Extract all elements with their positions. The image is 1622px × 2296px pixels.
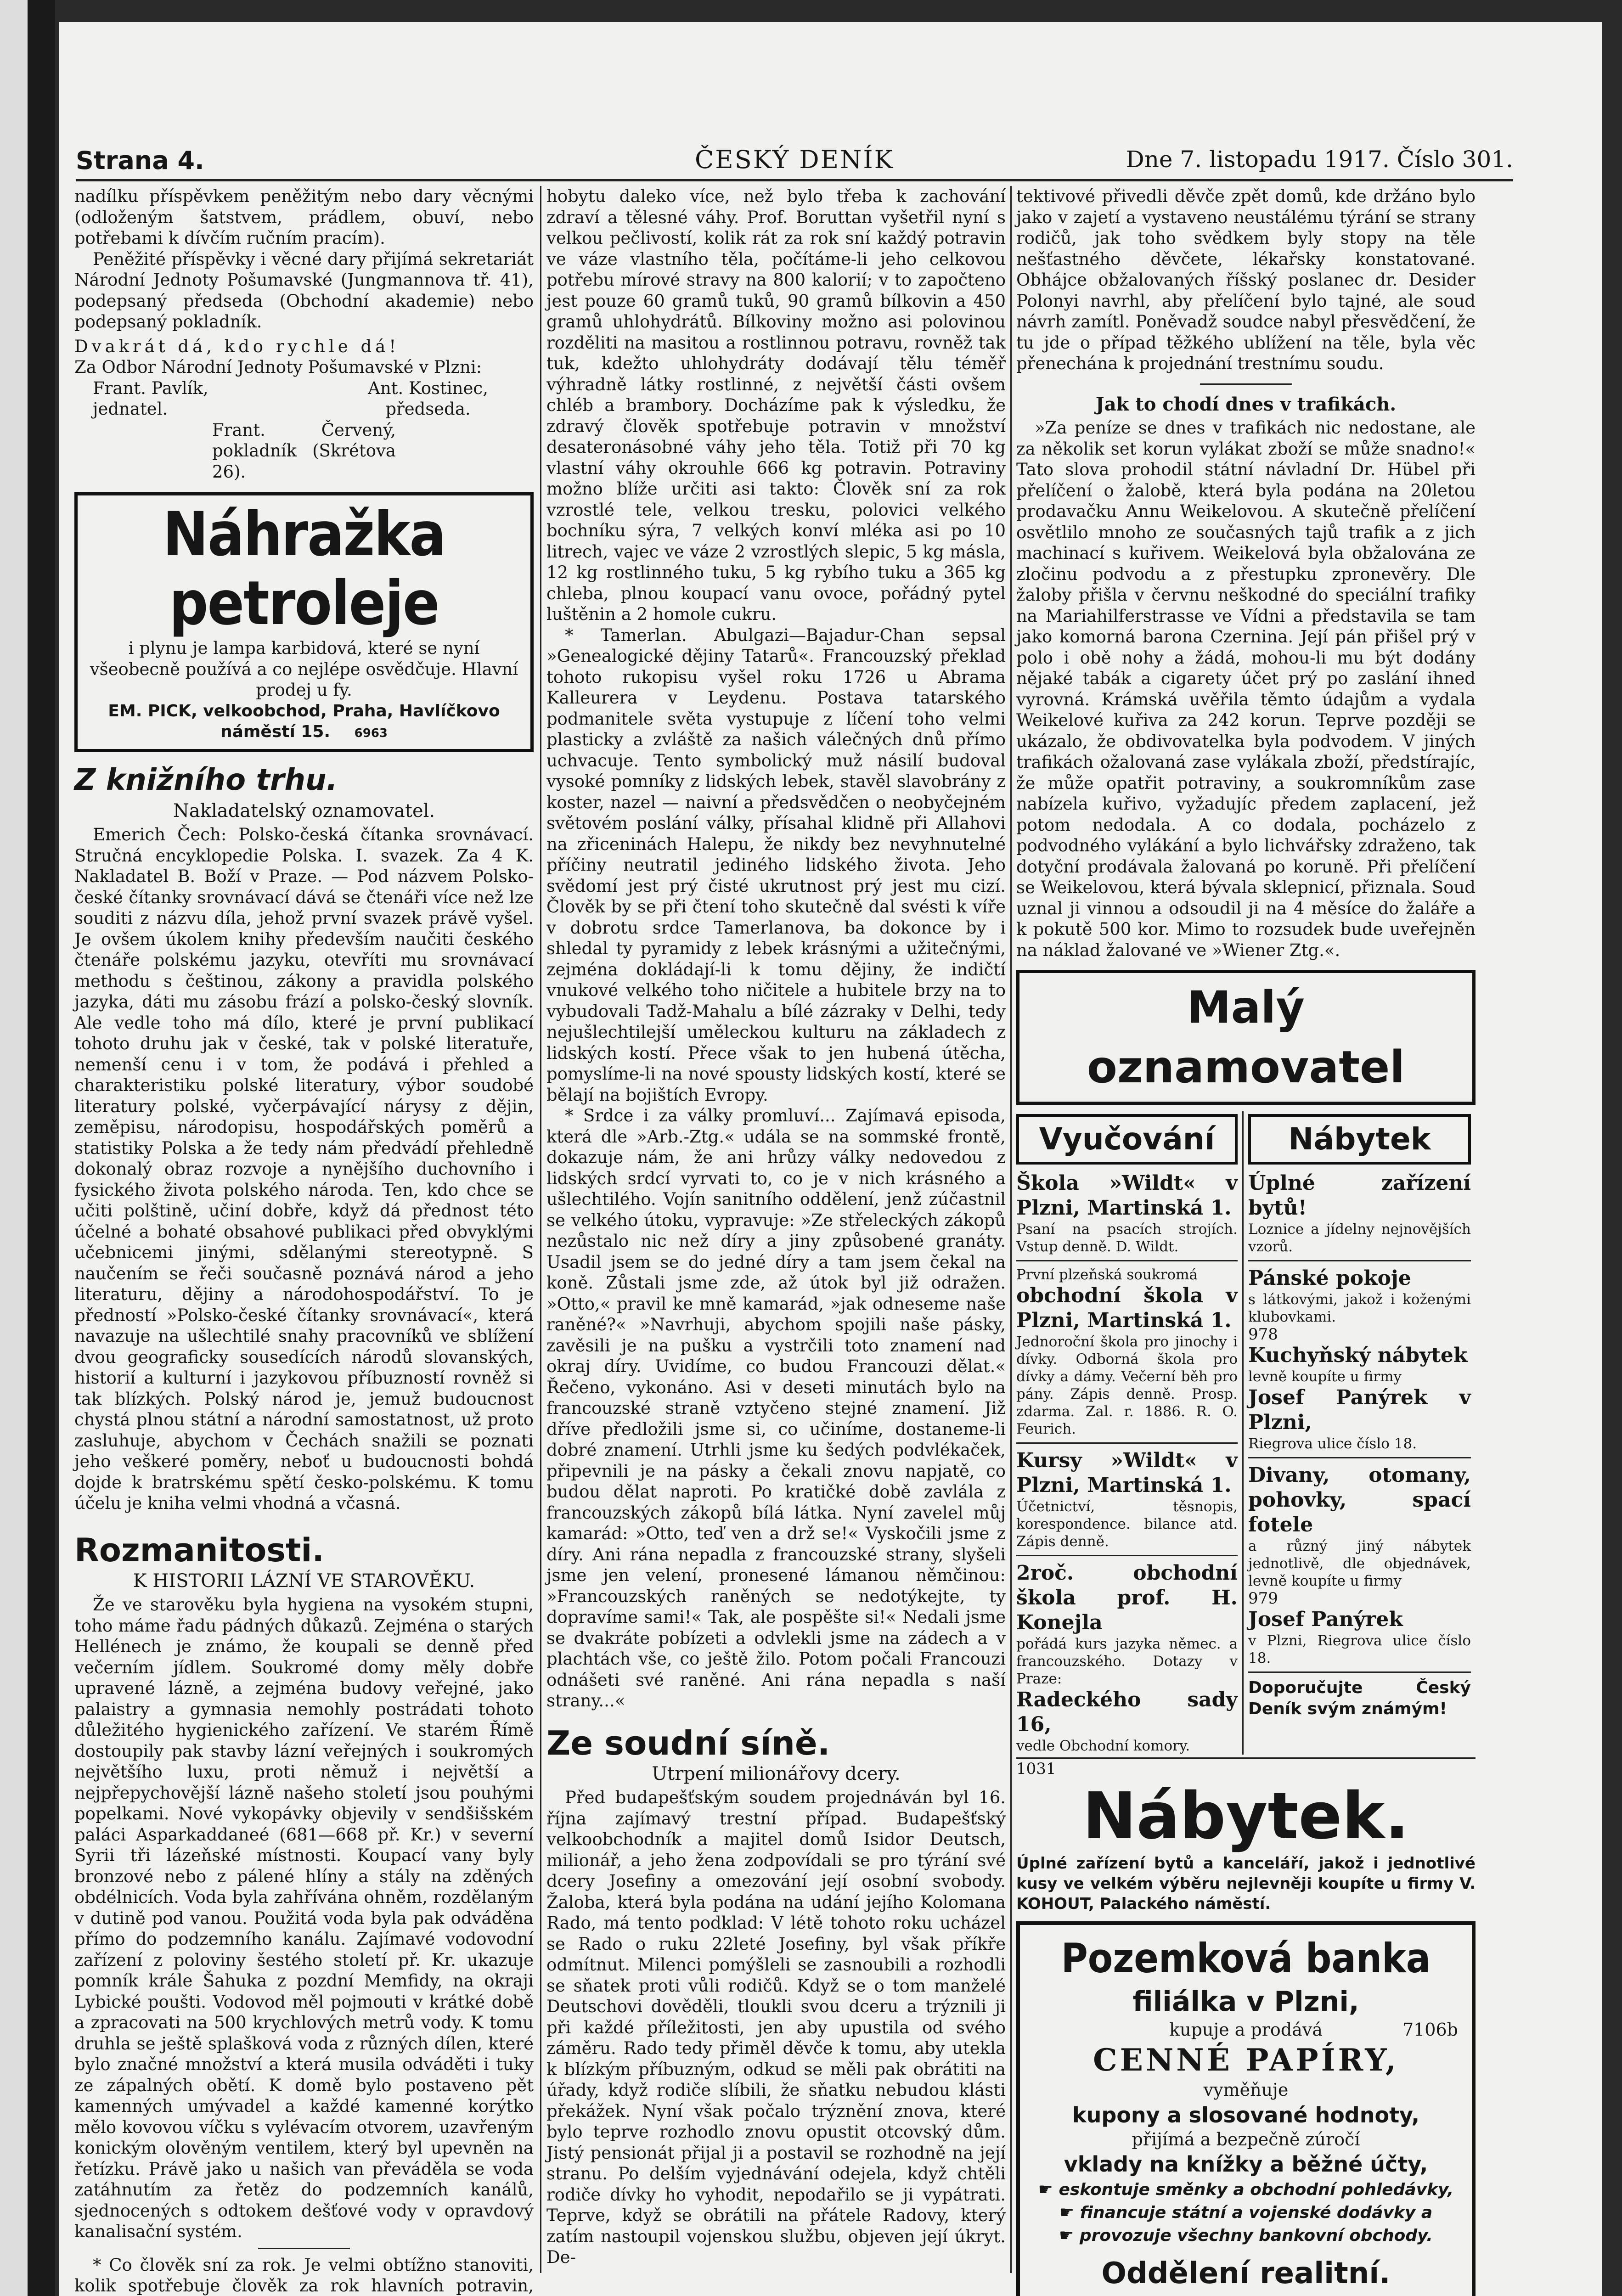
- bank-service-item: [1025, 2201, 1467, 2224]
- ad-text: Jednoroční škola pro jinochy i dívky. Odborná škola pro dívky a dámy. Večerní běh pro pány. Zápis denně. Prosp. zdarma. Zal. r. 1886. R. O. Feurich.: [1016, 1334, 1238, 1437]
- scan-gutter: [28, 0, 55, 2296]
- column-2: [546, 186, 1006, 2273]
- column-rule-2: [1010, 186, 1012, 2273]
- ad-number: 1031: [1016, 1757, 1476, 1780]
- paragraph: * Srdce i za války promluví... Zajímavá episoda, která dle »Arb.-Ztg.« udála se na sommské frontě, dokazuje nám, že ani hrůzy války nedovedou z lidských srdcí vyrvati to, co je v nich krásného a ušlechtilého. Vojín sanitního oddělení, jenž zúčastnil se velkého útoku, vypravuje: »Ze střeleckých zákopů nezůstalo nic než díry a jiny způsobené granáty. Usadil jsem se do jedné díry a tam jsem čekal na koně. Zůstali jsme zde, až útok byl již odražen. »Otto,« pravil ke mně kamarád, »jak odneseme naše raněné?« »Navrhuji, abychom spojili naše pásky, zavěsili je na pušku a vystrčili toto znamení nad okraj díry. Uvidíme, co budou Francouzi dělat.« Řečeno, vykonáno. Asi v deseti minutách bylo na francouzské straně vztyčeno stejné znamení. Již dříve předložili jsme si, co učiníme, dostaneme-li dobré znamení. Utrhli jsme ku šedých podvlékaček, připevnili je na pásky a čekali znovu napjatě, co budou dělat naproti. Po kratičké době zavlála z francouzských zákopů bílá látka. Nyní zavelel můj kamarád: »Otto, teď ven a drž se!« Vyskočili jsme z díry. Ani rána nepadla z francouzské strany, slyšeli jsme jen velení, pronesené lámanou němčinou: »Francouzských raněných se nedotýkejte, ty dopravíme sami!« Tak, ale pospěšte si!« Nedali jsme se dvakráte pobízeti a odvlekli jsme na zádech a v plachtách vše, co ještě žilo. Potom počali Francouzi odnášeti své raněné. Ani rána nepadla s naší strany...«: [546, 1106, 1006, 1711]
- ad-firm: [86, 701, 522, 744]
- masthead-title: ČESKÝ DENÍK: [694, 145, 895, 174]
- divider: [1248, 1457, 1471, 1458]
- bank-branch: filiálka v Plzni,: [1132, 1985, 1359, 2018]
- classifieds-grid: [1016, 1111, 1476, 1755]
- page-number: Strana 4.: [76, 146, 204, 175]
- scan-edge-left: [0, 0, 28, 2296]
- ad-title: Pánské pokoje: [1248, 1266, 1411, 1290]
- bank-ad: [1016, 1921, 1476, 2296]
- issue-date: Dne 7. listopadu 1917. Číslo 301.: [1126, 146, 1513, 173]
- divider: [1200, 383, 1292, 385]
- ad-address: Riegrova ulice číslo 18.: [1248, 1435, 1417, 1452]
- section-heading: Rozmanitosti.: [74, 1531, 325, 1569]
- ad-firm: Josef Panýrek: [1248, 1608, 1403, 1631]
- ad-text: s látkovými, jakož i koženými klubovkami.: [1248, 1291, 1471, 1325]
- ad-text: levně koupíte u firmy: [1248, 1368, 1402, 1385]
- bank-securities: CENNÉ PAPÍRY,: [1093, 2042, 1399, 2078]
- article-text: Před budapešťským soudem projednáván byl 16. října zajímavý trestní případ. Budapešťský velkoobchodník a majitel domů Isidor Deutsch, milionář, a jeho žena zodpovídali se pro týrání své dcery Josefiny a omezování její osobní svobody. Žaloba, která byla podána na udání jejího Kolomana Rado, má tento podklad: V létě tohoto roku ucházel se Rado o ruku 22leté Josefiny, byl však příkře odmítnut. Milenci pomýšleli se zasnoubili a rozhodli se sňatek proti vůli rodičů. Když se o tom manželé Deutschovi dověděli, tloukli svou dceru a trýznili ji při každé příležitosti, jen aby upustila od svého záměru. Rado tedy přiměl děvče k tomu, aby utekla k blízkým příbuzným, odkud se měli pak obrátiti na úřady, když rodiče slíbili, že sňatku nebudou klásti překážek. Nyní však počalo trýznění znova, které bylo teprve rozhodlo znovu opustit otcovský dům. Jistý pensionát přijal ji a postavil se rozhodně na její stranu. Po delším vyjednávání odejela, když chtěli rodiče dívky ho vyhodit, nepodařilo se ji vypátrati. Teprve, když se obrátili na přátele Radovy, který zatím nastoupil vojenskou službu, objeven její úkryt. De-: [546, 1788, 1006, 2267]
- bank-text: vyměňuje: [1203, 2080, 1289, 2100]
- ad-number: 979: [1248, 1589, 1278, 1608]
- paragraph: tektivové přivedli děvče zpět domů, kde držáno bylo jako v zajetí a vystaveno neustálému týrání se strany rodičů, jak toho svědkem byly stopy na těle nešťastného děvčete, lékařsky konstatované. Obhájce obžalovaných říšský poslanec dr. Desider Polonyi navrhl, aby přelíčení bylo tajné, ale soud návrh zamítl. Poněvadž soudce nabyl přesvědčení, že tu jde o případ těžkého ublížení na těle, byla věc přenechána k projednání trestnímu soudu.: [1016, 186, 1476, 373]
- article-text: * Co člověk sní za rok. Je velmi obtížno stanoviti, kolik spotřebuje člověk za rok hlavních potravin,: [74, 2255, 534, 2296]
- ad-firm-name: EM. PICK, velkoobchod, Praha, Havlíčkovo náměstí 15.: [108, 701, 500, 741]
- ad-title: Úplné zařízení bytů!: [1248, 1171, 1471, 1220]
- ad-text: a různý jiný nábytek jednotlivě, dle objednávek, levně koupíte u firmy: [1248, 1538, 1471, 1589]
- category-heading: Vyučování: [1016, 1114, 1238, 1165]
- bank-service-text: financuje státní a vojenské dodávky a: [1080, 2203, 1433, 2222]
- bank-text: kupuje a prodává: [1169, 2019, 1323, 2040]
- ad-text: i plynu je lampa karbidová, které se nyní všeobecně používá a co nejlépe osvědčuje. Hlavní prodej u fy.: [90, 638, 518, 700]
- article-text: »Za peníze se dnes v trafikách nic nedostane, ale za několik set korun vylákat zboží se může snadno!« Tato slova prohodil státní návladní Dr. Hübel při přelíčení o žalobě, která byla podána na 20letou prodavačku Annu Weikelovou. A skutečně přelíčení osvětlilo mnoho ze současných tajů trafik a z jich machinací s kuřivem. Weikelová byla obžalována ze zločinu podvodu a z přestupku zpronevěry. Dle žaloby přišla v červnu neškodné do speciální trafiky na Mariahilferstrasse ve Vídni a představila se tam jako komorná barona Czernina. Její pán přišel prý v polo i obě nohy a žádá, mohou-li mu být dodány nějaké tabák a cigarety účet prý po zaslání ihned vyrovná. Krámská uvěřila těmto údajům a vydala Weikelové kuřiva za 242 korun. Teprve později se ukázalo, že obdivovatelka byla podvodem. V jiných trafikách ožalovaná zase vylákala zboží, předstírajíc, že může opatřit potraviny, a soukromníkům zase nabízela kuřivo, vyžadujíc předem zaplacení, jež potom nedodala. A co dodala, pocházelo z podvodného vylákání a bylo lichvářsky zdraženo, tak dotyční prodávala žalovaná po koruně. Při přelíčení se Weikelovou, která bývala sklepnicí, přiznala. Soud uznal ji vinnou a odsoudil ji na 4 měsíce do žaláře a k pokutě 500 kor. Mimo to rozsudek bude uveřejněn na náklad žalované ve »Wiener Ztg.«.: [1016, 418, 1476, 960]
- classifieds-header: Malý oznamovatel: [1016, 970, 1476, 1105]
- pointing-hand-icon: ☛: [1059, 2226, 1080, 2245]
- ad-number: 978: [1248, 1325, 1278, 1344]
- ad-title: Kursy »Wildt« v Plzni, Martinská 1.: [1016, 1449, 1238, 1497]
- ad-address: v Plzni, Riegrova ulice číslo 18.: [1248, 1632, 1471, 1666]
- paragraph: hobytu daleko více, než bylo třeba k zachování zdraví a tělesné váhy. Prof. Boruttan vyšetřil nyní s velkou pečlivostí, kolik rát za rok sní každý potravin ve váze vlastního těla, počítáme-li jeho celkovou potřebu mírové stravy na 800 kalorií; v to započteno jest pouze 60 gramů tuků, 90 gramů bílkovin a 450 gramů uhlohydrátů. Bílkoviny možno asi polovinou rozděliti na masitou a rostlinnou potravu, rovněž tak tuk, kdežto uhlohydráty dodávají tělu téměř výhradně látky rostlinné, z největší části ovšem chléb a brambory. Docházíme pak k výsledku, že zdravý člověk spotřebuje potravin v množství desateronásobné váhy jeho těla. Totiž při 70 kg vlastní váhy okrouhle 666 kg potravin. Potraviny možno blíže určiti asi takto: Člověk sní za rok vzrostlé tele, velkou tresku, polovici velkého bochníku sýra, 7 velkých konví mléka asi po 10 litrech, vajec ve váze 2 vzrostlých slepic, 5 kg másla, 12 kg rostlinného tuku, 5 kg rybího tuku a 365 kg chleba, plnou koupací vanu ovoce, pořádný pytel luštěnin a 2 homole cukru.: [546, 186, 1006, 624]
- ad-text: Psaní na psacích strojích. Vstup denně. D. Wildt.: [1016, 1221, 1238, 1255]
- classifieds-education: [1016, 1111, 1244, 1755]
- ad-address: Radeckého sady 16,: [1016, 1688, 1238, 1736]
- column-1: [74, 186, 534, 2296]
- signature: Frant. Červený, pokladník (Skrétova 26).: [212, 420, 396, 482]
- signature: Ant. Kostinec, předseda.: [368, 378, 488, 419]
- bank-text: přijímá a bezpečně zúročí: [1132, 2129, 1360, 2150]
- motto: Dvakrát dá, kdo rychle dá!: [74, 336, 400, 356]
- ad-firm: Josef Panýrek v Plzni,: [1248, 1386, 1471, 1434]
- ad-text: Loznice a jídelny nejnovějších vzorů.: [1248, 1221, 1471, 1255]
- divider: [1248, 1671, 1471, 1673]
- bank-name: Pozemková banka: [1061, 1934, 1431, 1982]
- article-text: Emerich Čech: Polsko-česká čítanka srovnávací. Stručná encyklopedie Polska. I. svazek. Za 4 K. Nakladatel B. Boží v Praze. — Pod názvem Polsko-české čítanky srovnávací dává se čtenáři více než lze souditi z názvu díla, jehož první svazek právě vyšel. Je ovšem úkolem knihy především naučiti českého čtenáře polskému jazyku, otevříti mu srovnávací methodu s češtinou, zákony a pravidla polského jazyka, dáti mu zásobu frází a polsko-český slovník. Ale vedle toho má dílo, které je první publikací tohoto druhu jak v české, tak v polské literatuře, nemenší cenu i v tom, že podává i přehled a charakteristiku polské literatury, výbor soudobé literatury polské, vyčerpávající nárysy z dějin, zeměpisu, národopisu, hospodářských poměrů a statistiky Polska a že tedy nám předvádí přehledně dokonalý obraz rozvoje a nynějšího duchovního i fysického života polského národa. Ten, kdo chce se učiti polštině, učiní dobře, když dá přednost této účelné a bohaté obsahové publikaci před obvyklými učebnicemi jinými, sdělanými stereotypně. S naučením se řeči současně poznává národ a jeho literaturu, dějiny a národohospodářství. To je předností »Polsko-české čítanky srovnávací«, která navazuje na ušlechtilé snahy pracovníků ve sblížení dvou geograficky sousedících národů slovanských, historií a kulturní i jazykovou příbuzností rovněž si tak blízkých. Polský národ je, jemuž budoucnost chystá plnou státní a národní samostatnost, už proto zasluhuje, abychom v Čechách snažili se poznati jeho veškeré poměry, neboť u budoucnosti bohdá dojde k bratrskému spětí česko-polskému. K tomu účelu je kniha velmi vhodná a včasná.: [74, 825, 534, 1513]
- section-subheading: K HISTORII LÁZNÍ VE STAROVĚKU.: [133, 1570, 475, 1592]
- divider: [258, 2248, 350, 2249]
- section-subheading: Jak to chodí dnes v trafikách.: [1095, 393, 1397, 415]
- bank-service-text: provozuje všechny bankovní obchody.: [1079, 2226, 1433, 2245]
- article-text: Že ve starověku byla hygiena na vysokém stupni, toho máme řadu pádných důkazů. Zejména o starých Hellénech je známo, že koupali se denně před večerním jídlem. Soukromé domy měly dobře upravené lázně, a zejména budovy veřejné, jako palaistry a gymnasia nemohly postrádati tohoto důležitého hygienického zařízení. Ve starém Římě dostoupily pak stavby lázní veřejných i soukromých největšího luxu, proti němuž i největší a nejpřepychovější lázně našeho století jsou pouhými popelkami. Nové vykopávky objevily v sendšišském paláci Asparkaddaneé (681—668 př. Kr.) v severní Syrii tři lázeňské místnosti. Koupací vany byly bronzové nebo z pálené hlíny a stály na zděných obdélnicích. Voda byla zahřívána ohněm, rozdělaným v dutině pod vanou. Použitá voda byla pak odváděna přímo do podzemního kanálu. Zajímavé vodovodní zařízení z poloviny šestého století př. Kr. ukazuje pomník krále Šahuka z pozdní Memfidy, na okraji Lybické poušti. Vodovod měl pojmouti v krátké době a zpracovati na 500 krychlových metrů vody. K tomu druhla se ještě splašková voda z různých dílen, které bylo značné množství a která musila odváděti i tuky ze zápalných obětí. K domě bylo postaveno pět kamenných umývadel a každé kamenné korýtko mělo kovovou víčku s vylévacím otvorem, uzavřeným konickým olověným ventilem, který byl upevněn na řetízku. Právě jako u našich van převáděla se voda zatáhnutím za řetěz do podzemních kanálů, sjednocených s odtokem dešťové vody v opravdový kanalisační systém.: [74, 1595, 534, 2241]
- signature-intro: Za Odbor Národní Jednoty Pošumavské v Plzni:: [74, 357, 482, 377]
- petroleum-ad: [74, 492, 534, 752]
- bank-deposits: vklady na knížky a běžné účty,: [1064, 2152, 1428, 2177]
- divider: [1016, 1260, 1238, 1261]
- bank-service-item: [1025, 2224, 1467, 2247]
- ad-text: pořádá kurs jazyka němec. a francouzského. Dotazy v Praze:: [1016, 1636, 1238, 1687]
- bank-service-item: [1025, 2178, 1467, 2201]
- newspaper-page: [59, 22, 1602, 2296]
- divider: [1016, 1442, 1238, 1444]
- pointing-hand-icon: ☛: [1059, 2203, 1080, 2222]
- ad-text: Účetnictví, těsnopis, korespondence. bilance atd. Zápis denně.: [1016, 1498, 1238, 1550]
- paragraph: * Tamerlan. Abulgazi—Bajadur-Chan sepsal »Genealogické dějiny Tatarů«. Francouzský překlad tohoto rukopisu vyšel roku 1726 u Abrama Kalleurera v Leydenu. Postava tatarského podmanitele světa vystupuje z líčení toho velmi plasticky a zvláště za našich válečných dnů přímo uchvacuje. Tento symbolický muž násilí budoval vysoké pomníky z lidských lebek, stavěl slavobrány z koster, nazel — naivní a předsvědčen o neobyčejném světovém poslání války, přísahal klidně při Allahovi na zřiceninách Halepu, že nikdy bez nevyhnutelné příčiny neutratil jediného lidského života. Jeho svědomí jest prý čisté ukrutnost prý jest mu cizí. Člověk by se při čtení toho skutečně dal svésti k víře v dobrotu srdce Tamerlanova, ba dokonce by i shledal ty pyramidy z lebek krásnými a užitečnými, zejména dokládají-li k tomu dějiny, že indičtí vnukové velkého toho ničitele a hubitele brzy na to vybudovali Tadž-Mahalu a bílé zázraky v Delhi, tedy nejušlechtilejší uměleckou kulturu na základech z lidských kostí. Přece však to jen hubená útěcha, pomyslíme-li na nové spousty lidských kostí, které se bělají na bojištích Evropy.: [546, 625, 1006, 1105]
- ad-title: Divany, otomany, pohovky, spací fotele: [1248, 1463, 1471, 1536]
- ad-title: Škola »Wildt« v Plzni, Martinská 1.: [1016, 1171, 1238, 1220]
- section-heading: Z knižního trhu.: [74, 763, 338, 797]
- signature: Frant. Pavlík, jednatel.: [93, 378, 208, 419]
- ad-lead: První plzeňská soukromá: [1016, 1266, 1198, 1283]
- bank-line: [1025, 2020, 1467, 2041]
- section-heading: Ze soudní síně.: [546, 1723, 830, 1762]
- pointing-hand-icon: ☛: [1038, 2180, 1059, 2199]
- ad-slogan: Doporučujte Český Deník svým známým!: [1248, 1678, 1471, 1718]
- bank-coupons: kupony a slosované hodnoty,: [1072, 2102, 1419, 2127]
- ad-number: 7106b: [1402, 2019, 1458, 2040]
- ad-title: 2roč. obchodní škola prof. H. Konejla: [1016, 1561, 1238, 1634]
- paragraph: Peněžité příspěvky i věcné dary přijímá sekretariát Národní Jednoty Pošumavské (Jungmannova tř. 41), podepsaný předseda (Obchodní akademie) nebo podepsaný pokladník.: [74, 249, 534, 332]
- ad-headline: Náhražka petroleje: [163, 499, 445, 639]
- bank-service-text: eskontuje směnky a obchodní pohledávky,: [1059, 2180, 1454, 2199]
- bank-realty: Oddělení realitní.: [1101, 2257, 1391, 2290]
- classifieds-furniture: [1244, 1111, 1471, 1755]
- signature-row: [74, 378, 534, 420]
- ad-title: Kuchyňský nábytek: [1248, 1344, 1468, 1367]
- section-subheading: Nakladatelský oznamovatel.: [173, 800, 435, 822]
- page-header: [76, 142, 1513, 181]
- ad-title: obchodní škola v Plzni, Martinská 1.: [1016, 1284, 1238, 1332]
- ad-text: vedle Obchodní komory.: [1016, 1738, 1190, 1754]
- column-3: [1016, 186, 1476, 2290]
- ad-number: 6963: [354, 726, 388, 740]
- paragraph: nadílku příspěvkem peněžitým nebo dary věcnými (odloženým šatstvem, prádlem, obuví, nebo potřebami k dívčím ručním pracím).: [74, 186, 534, 248]
- divider: [1016, 1555, 1238, 1556]
- furniture-ad-headline: Nábytek.: [1082, 1778, 1409, 1854]
- section-subheading: Utrpení milionářovy dcery.: [652, 1763, 901, 1784]
- divider: [1248, 1260, 1471, 1261]
- furniture-ad-text: Úplné zařízení bytů a kanceláří, jakož i jednotlivé kusy ve velkém výběru nejlevněji koupíte u firmy V. KOHOUT, Palackého náměstí.: [1016, 1854, 1476, 1913]
- column-rule-1: [540, 186, 541, 2273]
- category-heading: Nábytek: [1248, 1114, 1471, 1165]
